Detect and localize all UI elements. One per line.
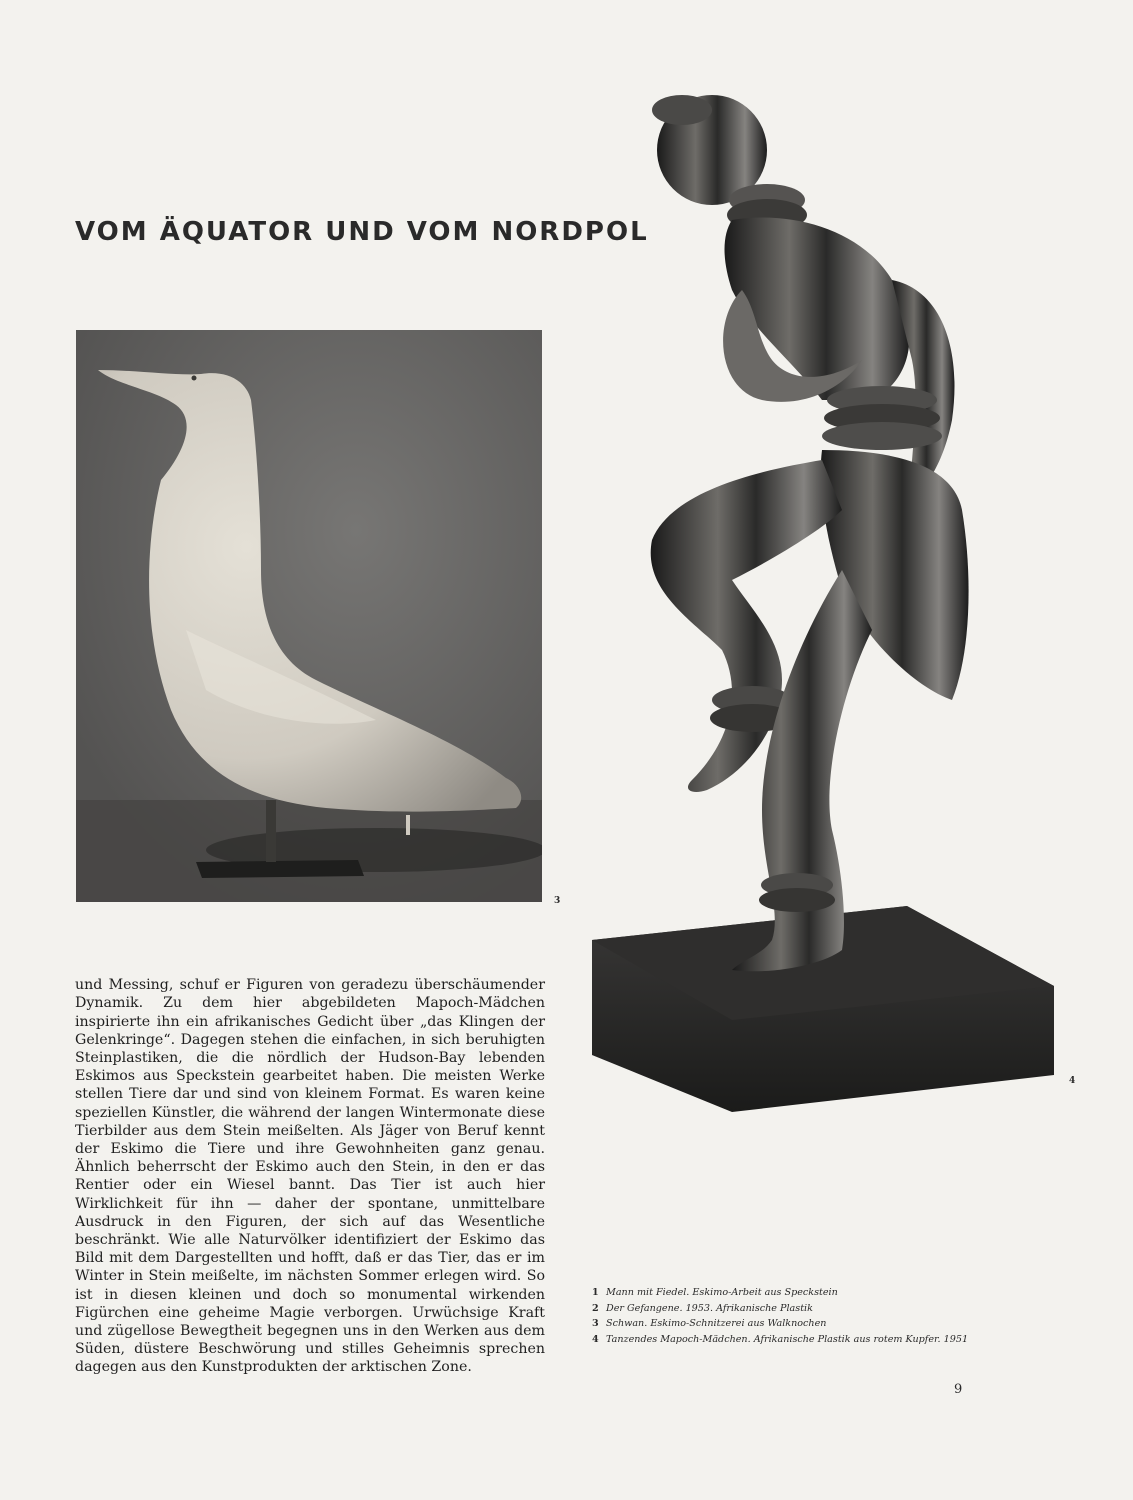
- caption-1: 1 Mann mit Fiedel. Eskimo-Arbeit aus Speckstein: [592, 1287, 838, 1298]
- figure-number-3: 3: [554, 896, 561, 906]
- body-paragraph: und Messing, schuf er Figuren von geradezu überschäumender Dynamik. Zu dem hier abgebildeten Mapoch-Mädchen inspirierte ihn ein afrikanisches Gedicht über „das Klingen der Gelenkringe“. Dagegen stehen die einfachen, in sich beruhigten Steinplastiken, die die nördlich der Hudson-Bay lebenden Eskimos aus Speckstein gearbeitet haben. Die meisten Werke stellen Tiere dar und sind von kleinem Format. Es waren keine speziellen Künstler, die während der langen Wintermonate diese Tierbilder aus dem Stein meißelten. Als Jäger von Beruf kennt der Eskimo die Tiere und ihre Gewohnheiten ganz genau. Ähnlich beherrscht der Eskimo auch den Stein, in den er das Rentier oder ein Wiesel bannt. Das Tier ist auch hier Wirklichkeit für ihn — daher der spontane, unmittelbare Ausdruck in den Figuren, der sich auf das Wesentliche beschränkt. Wie alle Naturvölker identifiziert der Eskimo das Bild mit dem Dargestellten und hofft, daß er das Tier, das er im Winter in Stein meißelte, im nächsten Sommer erlegen wird. So ist in diesen kleinen und doch so monumental wirkenden Figürchen eine geheime Magie verborgen. Urwüchsige Kraft und zügellose Bewegtheit begegnen uns in den Werken aus dem Süden, düstere Beschwörung und stilles Geheimnis sprechen dagegen aus den Kunstprodukten der arktischen Zone.: [75, 977, 545, 1376]
- figure-captions: [592, 1285, 1032, 1347]
- swan-illustration: [76, 330, 542, 902]
- swan-sculpture-photo: [76, 330, 542, 902]
- page-title: VOM ÄQUATOR UND VOM NORDPOL: [75, 217, 649, 248]
- figure-number-4: 4: [1069, 1076, 1076, 1086]
- dancer-illustration: [592, 90, 1062, 1115]
- caption-3: 3 Schwan. Eskimo-Schnitzerei aus Walknochen: [592, 1318, 827, 1329]
- page-number: 9: [954, 1382, 963, 1397]
- caption-4: 4 Tanzendes Mapoch-Mädchen. Afrikanische Plastik aus rotem Kupfer. 1951: [592, 1333, 969, 1345]
- caption-2: 2 Der Gefangene. 1953. Afrikanische Plastik: [592, 1302, 813, 1314]
- dancer-sculpture-photo: [592, 90, 1062, 1115]
